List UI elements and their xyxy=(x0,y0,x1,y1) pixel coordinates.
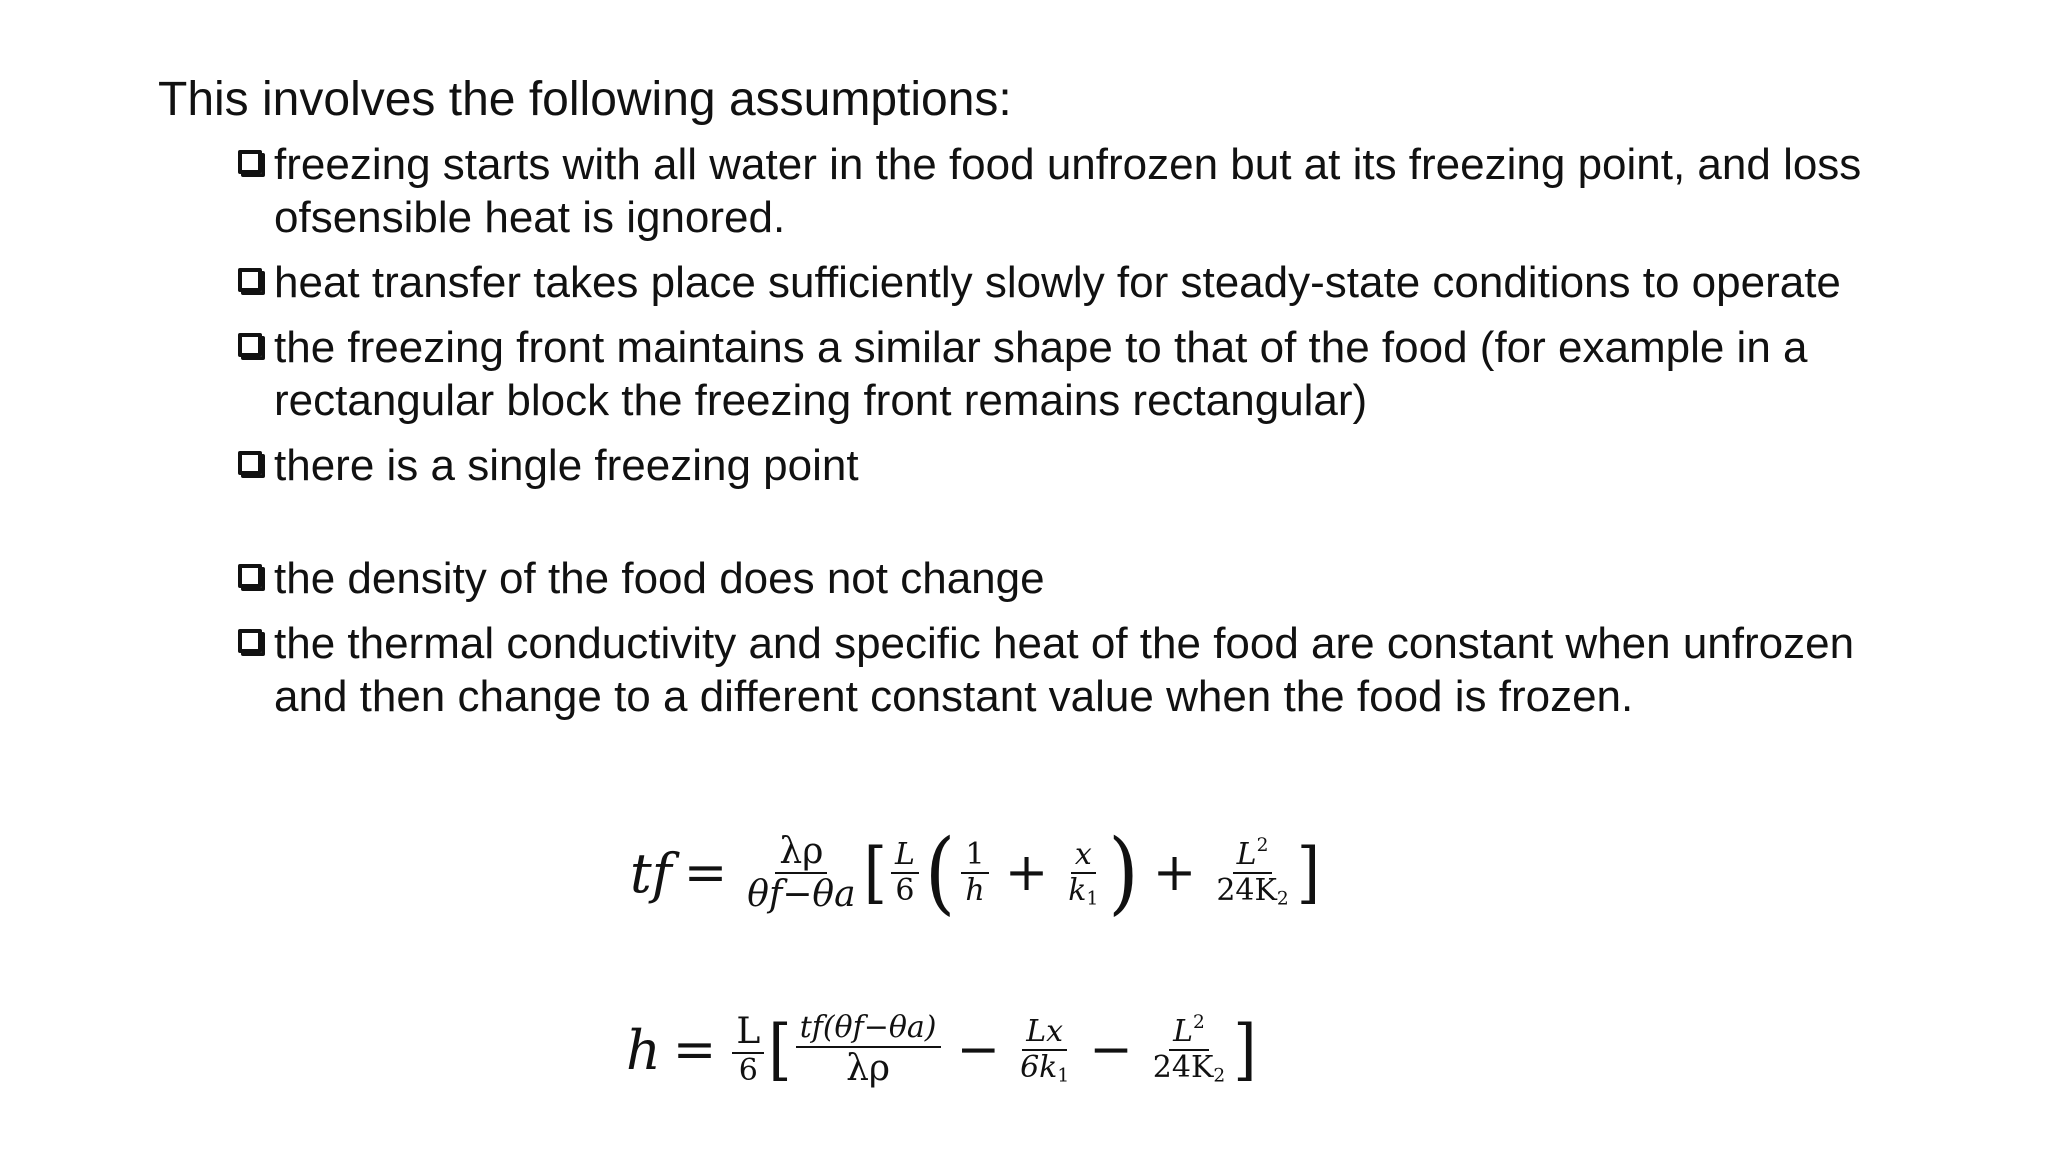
list-item xyxy=(238,552,1938,605)
checkbox-bullet-icon xyxy=(238,333,262,357)
eq1-fraction-latent xyxy=(743,831,859,916)
eq2-f1-den: 6 xyxy=(738,1053,758,1089)
eq1-f5-den-base: 24K xyxy=(1216,873,1277,908)
checkbox-bullet-icon xyxy=(238,629,262,653)
list-item-text: the freezing front maintains a similar shape to that of the food (for example in a rectangular block the freezing front remains rectangular) xyxy=(274,323,1808,425)
eq1-fraction-l2-24k2 xyxy=(1212,834,1292,910)
eq1-f5-den-sub: 2 xyxy=(1276,888,1289,910)
eq1-f3-num: 1 xyxy=(961,838,988,875)
list-item-text: heat transfer takes place sufficiently slowly for steady-state conditions to operate xyxy=(274,258,1841,307)
eq1-f2-num: L xyxy=(891,838,919,875)
eq1-f5-den xyxy=(1212,874,1292,909)
eq1-f5-num-base: L xyxy=(1236,836,1257,872)
eq1-f2-den: 6 xyxy=(895,873,915,908)
eq2-f3-den-base: 6k xyxy=(1020,1050,1058,1085)
eq2-f3-num: Lx xyxy=(1022,1015,1067,1052)
eq1-f4-den xyxy=(1064,874,1102,909)
eq2-left-bracket: [ xyxy=(768,1011,792,1089)
eq1-f4-den-sub: 1 xyxy=(1086,888,1099,910)
eq2-minus-2: − xyxy=(1089,1020,1133,1080)
eq2-f4-den-sub: 2 xyxy=(1213,1065,1226,1087)
heat-transfer-coefficient-equation xyxy=(626,985,1257,1115)
eq1-left-bracket: [ xyxy=(863,834,887,912)
eq1-right-paren: ) xyxy=(1108,821,1139,925)
list-item xyxy=(238,321,1938,427)
checkbox-bullet-icon xyxy=(238,451,262,475)
list-item xyxy=(238,138,1938,244)
eq2-f3-den xyxy=(1016,1051,1073,1086)
list-item-text: there is a single freezing point xyxy=(274,441,859,490)
checkbox-bullet-icon xyxy=(238,268,262,292)
checkbox-bullet-icon xyxy=(238,564,262,588)
list-item xyxy=(238,617,1938,723)
eq2-right-bracket: ] xyxy=(1233,1011,1257,1089)
eq1-f1-den: θf−θa xyxy=(747,874,856,915)
eq1-equals: = xyxy=(683,843,728,903)
eq2-f4-den xyxy=(1149,1051,1229,1086)
list-item-text: freezing starts with all water in the food unfrozen but at its freezing point, and loss ofsensible heat is ignored. xyxy=(274,140,1862,242)
assumption-list xyxy=(238,138,1938,735)
eq2-minus-1: − xyxy=(956,1020,1001,1080)
eq1-f1-num: λρ xyxy=(775,831,827,874)
freezing-time-equation xyxy=(630,808,1320,938)
eq2-f2-num: tf(θf−θa) xyxy=(796,1011,941,1048)
eq2-f2-den: λρ xyxy=(846,1047,891,1089)
eq1-f4-num: x xyxy=(1071,838,1096,875)
list-item xyxy=(238,256,1938,309)
eq2-fraction-l2-24k2 xyxy=(1149,1011,1229,1087)
list-item-text: the density of the food does not change xyxy=(274,554,1045,603)
eq2-equals: = xyxy=(672,1020,717,1080)
eq2-lhs: h xyxy=(626,1018,661,1082)
eq2-f4-num-base: L xyxy=(1173,1013,1194,1049)
eq2-fraction-lx-6k1 xyxy=(1016,1015,1073,1086)
eq2-f1-num: L xyxy=(732,1011,764,1054)
eq1-f5-num-sup: 2 xyxy=(1256,834,1269,856)
eq2-f4-num xyxy=(1169,1011,1209,1052)
eq2-fraction-l6 xyxy=(732,1011,764,1089)
eq2-f3-den-sub: 1 xyxy=(1057,1065,1070,1087)
slide-heading: This involves the following assumptions: xyxy=(158,73,1012,126)
eq2-fraction-tf xyxy=(796,1011,941,1089)
eq1-fraction-xk1 xyxy=(1064,838,1102,909)
eq1-plus-2: + xyxy=(1152,843,1197,903)
eq1-right-bracket: ] xyxy=(1296,834,1321,912)
eq1-f4-den-base: k xyxy=(1068,873,1087,908)
eq1-fraction-1h xyxy=(961,838,988,909)
list-item-text: the thermal conductivity and specific heat of the food are constant when unfrozen and then change to a different constant value when the food is frozen. xyxy=(274,619,1855,721)
checkbox-bullet-icon xyxy=(238,150,262,174)
eq1-fraction-l6 xyxy=(891,838,919,909)
eq2-f4-num-sup: 2 xyxy=(1193,1011,1205,1033)
eq1-f3-den: h xyxy=(965,873,985,908)
eq1-left-paren: ( xyxy=(924,821,956,925)
eq1-f5-num xyxy=(1233,834,1273,875)
eq1-plus-1: + xyxy=(1004,843,1049,903)
eq2-f4-den-base: 24K xyxy=(1152,1050,1214,1085)
list-item xyxy=(238,439,1938,492)
eq1-lhs: tf xyxy=(630,841,672,905)
